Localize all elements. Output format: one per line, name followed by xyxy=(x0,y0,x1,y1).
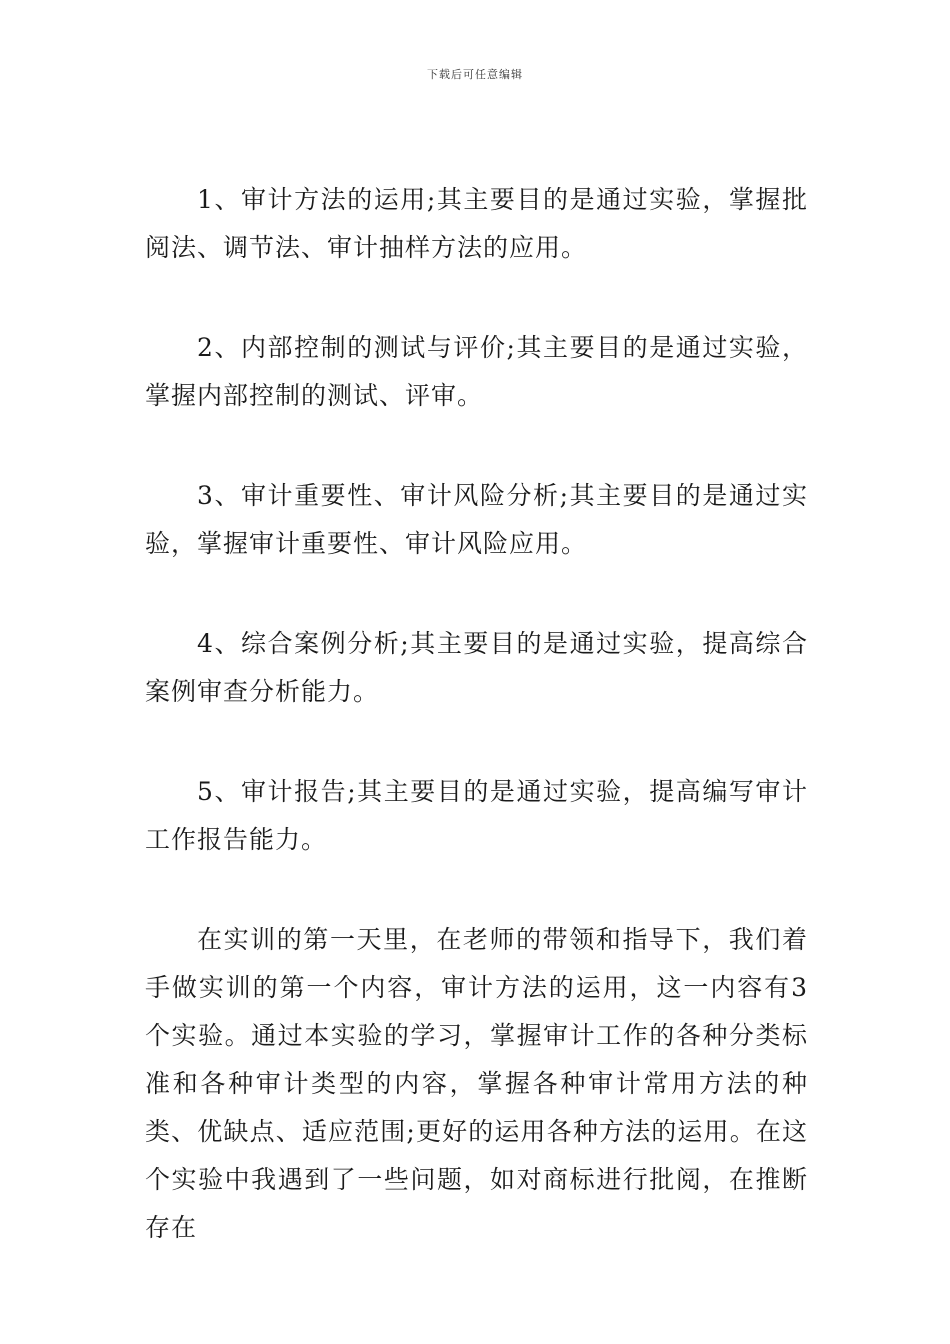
paragraph-item-2: 2、内部控制的测试与评价;其主要目的是通过实验，掌握内部控制的测试、评审。 xyxy=(145,333,808,410)
paragraph-item-4: 4、综合案例分析;其主要目的是通过实验，提高综合案例审查分析能力。 xyxy=(145,629,808,706)
paragraph-item-1: 1、审计方法的运用;其主要目的是通过实验，掌握批阅法、调节法、审计抽样方法的应用。 xyxy=(145,185,808,262)
paragraph-training-day-one: 在实训的第一天里，在老师的带领和指导下，我们着手做实训的第一个内容，审计方法的运用，这一内容有3个实验。通过本实验的学习，掌握审计工作的各种分类标准和各种审计类型的内容，掌握各种审计常用方法的种类、优缺点、适应范围;更好的运用各种方法的运用。在这个实验中我遇到了一些问题，如对商标进行批阅，在推断存在 xyxy=(145,925,808,1242)
paragraph-item-5: 5、审计报告;其主要目的是通过实验，提高编写审计工作报告能力。 xyxy=(145,777,808,854)
page-header-note: 下载后可任意编辑 xyxy=(427,68,523,81)
document-body xyxy=(145,176,808,1252)
paragraph-item-3: 3、审计重要性、审计风险分析;其主要目的是通过实验，掌握审计重要性、审计风险应用。 xyxy=(145,481,808,558)
